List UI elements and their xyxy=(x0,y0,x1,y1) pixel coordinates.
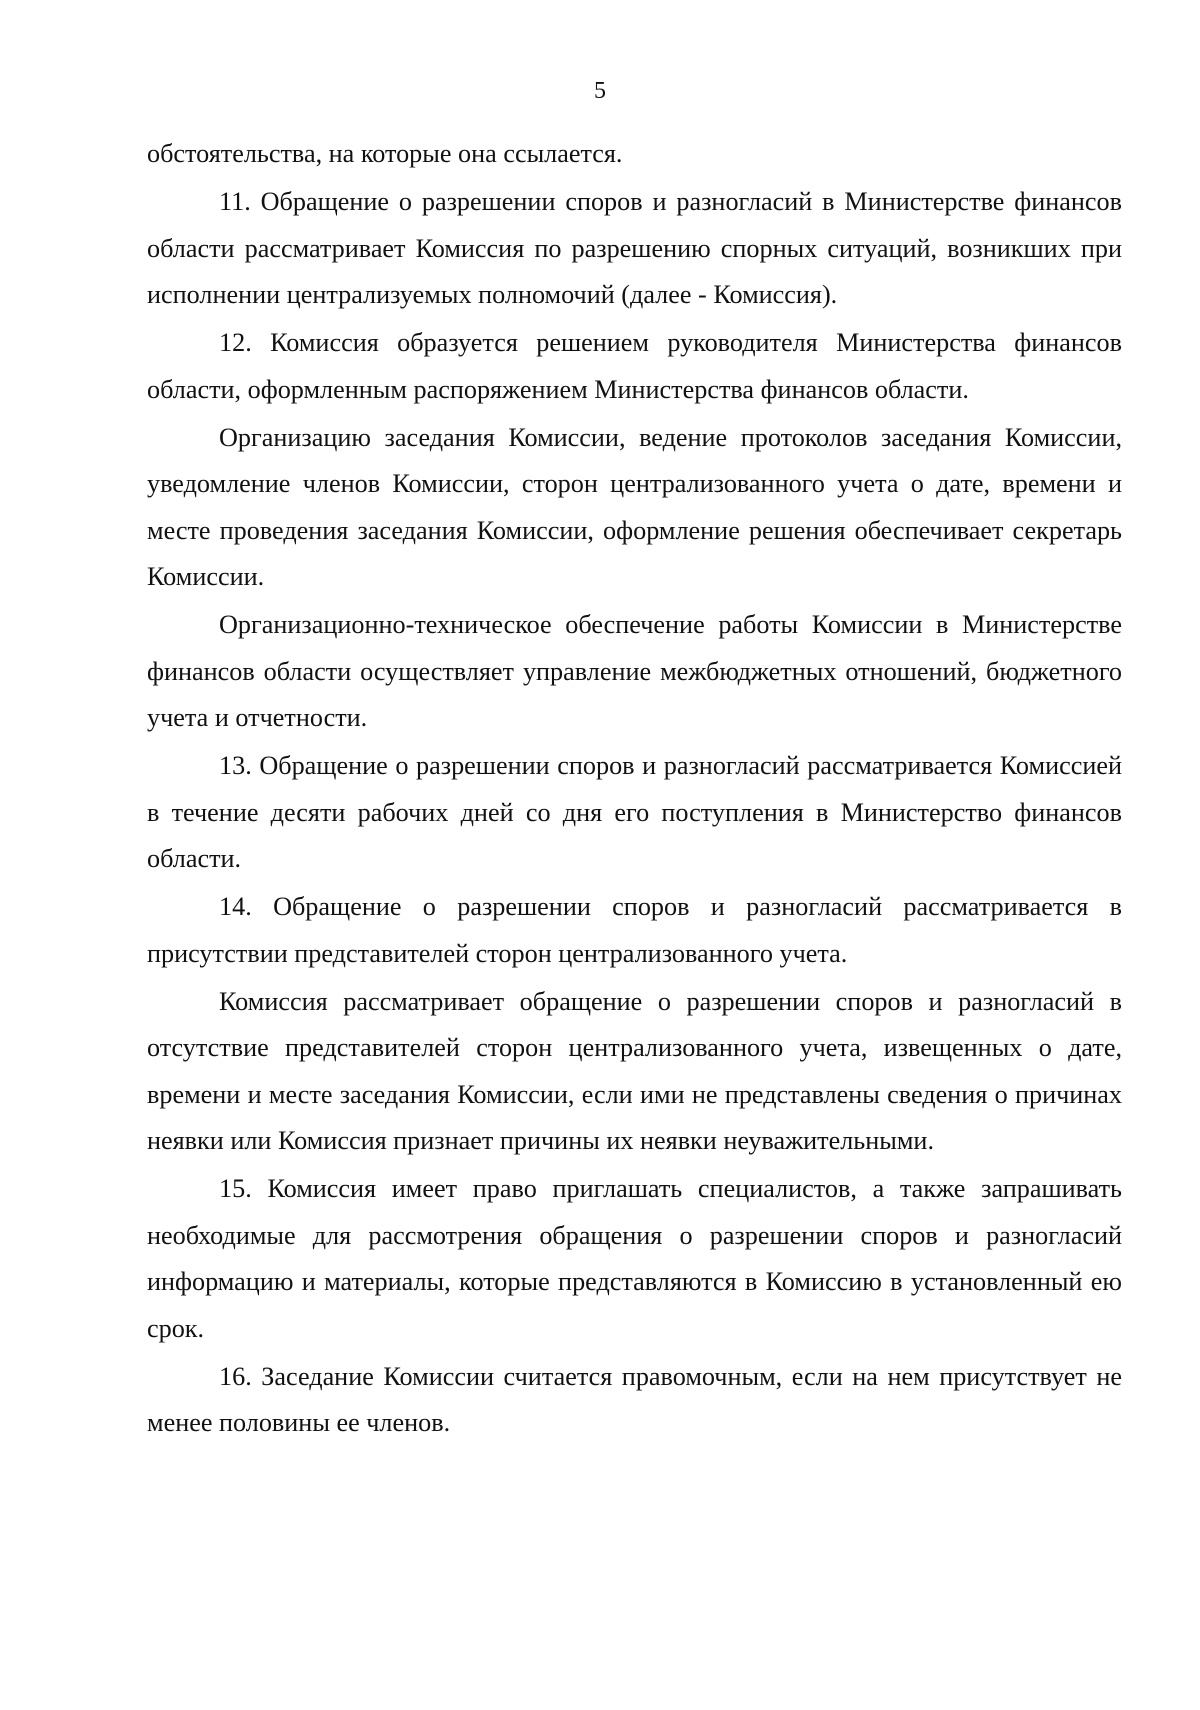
paragraph-14: 14. Обращение о разрешении споров и разногласий рассматривается в присутствии представителей сторон централизованного учета. xyxy=(147,892,1122,968)
paragraph-absence: Комиссия рассматривает обращение о разрешении споров и разногласий в отсутствие представителей сторон централизованного учета, извещенных о дате, времени и месте заседания Комиссии, если ими не представлены сведения о причинах неявки или Комиссия признает причины их неявки неуважительными. xyxy=(147,986,1122,1155)
paragraph-15: 15. Комиссия имеет право приглашать специалистов, а также запрашивать необходимые для рассмотрения обращения о разрешении споров и разногласий информацию и материалы, которые представляются в Комиссию в установленный ею срок. xyxy=(147,1174,1122,1343)
paragraph-secretary: Организацию заседания Комиссии, ведение протоколов заседания Комиссии, уведомление членов Комиссии, сторон централизованного учета о дате, времени и месте проведения заседания Комиссии, оформление решения обеспечивает секретарь Комиссии. xyxy=(147,422,1122,591)
paragraph-16: 16. Заседание Комиссии считается правомочным, если на нем присутствует не менее половины ее членов. xyxy=(147,1361,1122,1437)
paragraph-11: 11. Обращение о разрешении споров и разногласий в Министерстве финансов области рассматривает Комиссия по разрешению спорных ситуаций, возникших при исполнении централизуемых полномочий (далее - Комиссия). xyxy=(147,187,1122,309)
paragraph-13: 13. Обращение о разрешении споров и разногласий рассматривается Комиссией в течение десяти рабочих дней со дня его поступления в Министерство финансов области. xyxy=(147,751,1122,873)
paragraph-12: 12. Комиссия образуется решением руководителя Министерства финансов области, оформленным распоряжением Министерства финансов области. xyxy=(147,328,1122,404)
paragraph-technical-support: Организационно-техническое обеспечение работы Комиссии в Министерстве финансов области осуществляет управление межбюджетных отношений, бюджетного учета и отчетности. xyxy=(147,610,1122,732)
paragraph-continuation: обстоятельства, на которые она ссылается. xyxy=(147,139,623,168)
page-number: 5 xyxy=(594,78,606,104)
document-body xyxy=(147,131,1122,1447)
